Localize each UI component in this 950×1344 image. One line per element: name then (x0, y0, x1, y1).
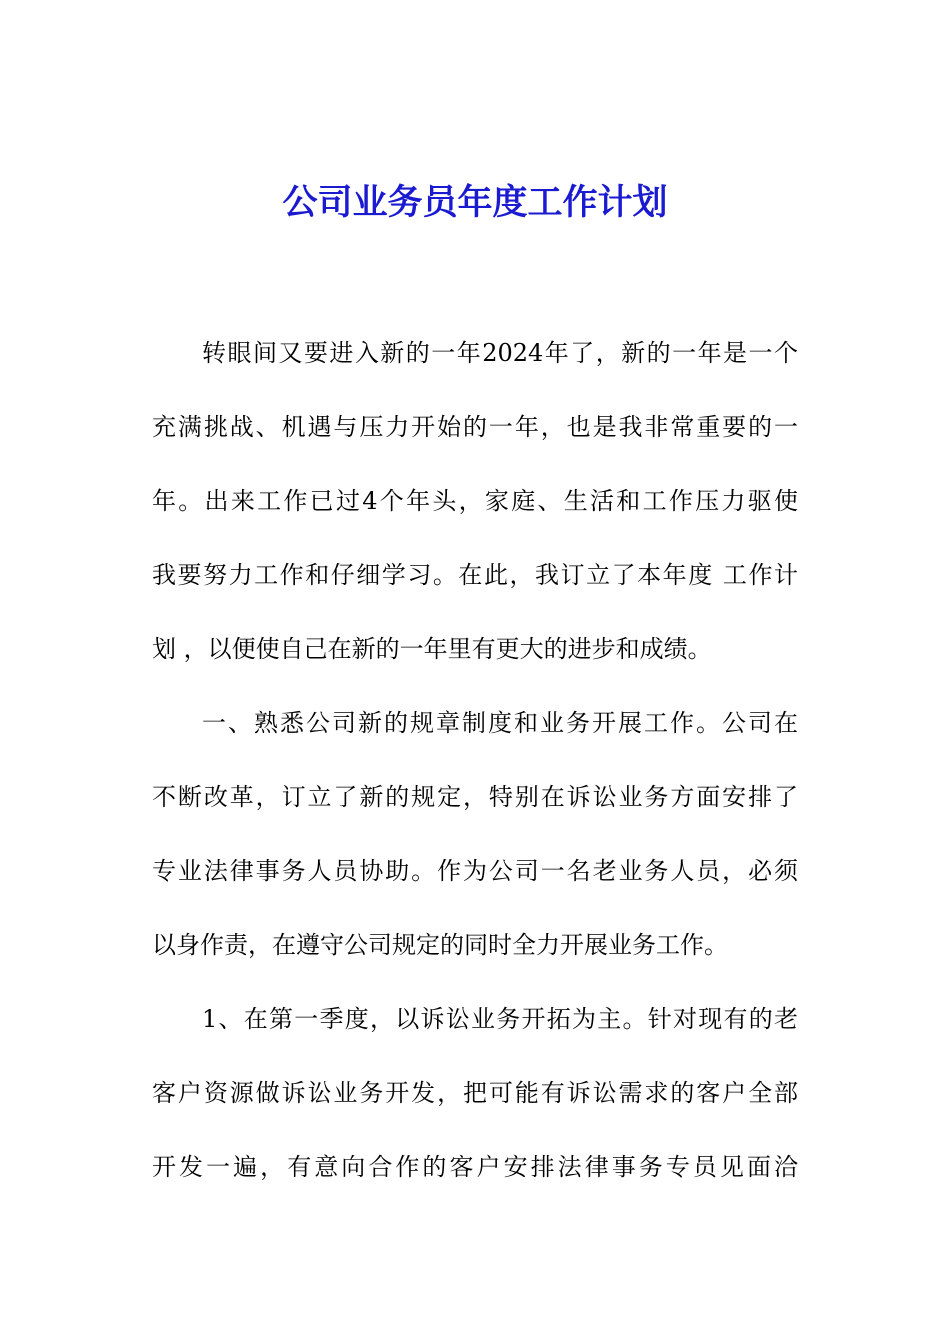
paragraph-line: 专业法律事务人员协助。作为公司一名老业务人员，必须 (152, 857, 798, 885)
document-body (152, 327, 798, 1215)
document-title: 公司业务员年度工作计划 (282, 183, 668, 223)
paragraph-line: 1、在第一季度，以诉讼业务开拓为主。针对现有的老 (202, 1005, 798, 1033)
paragraph-line: 一、熟悉公司新的规章制度和业务开展工作。公司在 (202, 709, 798, 737)
paragraph-line: 不断改革，订立了新的规定，特别在诉讼业务方面安排了 (152, 783, 798, 811)
paragraph-line: 转眼间又要进入新的一年2024年了，新的一年是一个 (202, 339, 798, 367)
paragraph-line: 划 ，以便使自己在新的一年里有更大的进步和成绩。 (152, 635, 712, 663)
paragraph-line: 充满挑战、机遇与压力开始的一年，也是我非常重要的一 (152, 413, 798, 441)
paragraph-line: 开发一遍，有意向合作的客户安排法律事务专员见面洽 (152, 1153, 798, 1181)
paragraph-line: 客户资源做诉讼业务开发，把可能有诉讼需求的客户全部 (152, 1079, 798, 1107)
paragraph-line: 我要努力工作和仔细学习。在此，我订立了本年度 工作计 (152, 561, 798, 589)
paragraph-line: 年。出来工作已过4个年头，家庭、生活和工作压力驱使 (152, 487, 798, 515)
paragraph-line: 以身作责，在遵守公司规定的同时全力开展业务工作。 (152, 931, 728, 959)
